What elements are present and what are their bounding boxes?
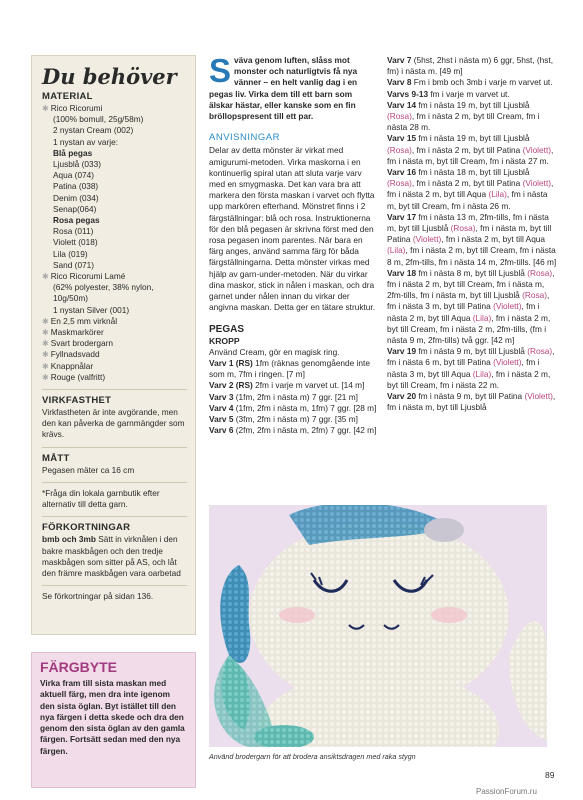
virkfasthet-heading: VIRKFASTHET	[42, 395, 112, 407]
anvisningar-heading: ANVISNINGAR	[209, 132, 280, 144]
abbrev-term: bmb och 3mb	[42, 534, 96, 545]
kropp-intro: Använd Cream, gör en magisk ring.	[209, 346, 340, 357]
material-item: Violett (018)	[53, 237, 98, 248]
material-item: Denim (034)	[53, 192, 99, 203]
intro-paragraph	[209, 52, 377, 122]
bullet-icon: ✱	[42, 339, 49, 349]
sidebar-title: Du behöver	[42, 64, 177, 89]
bullet-icon: ✱	[42, 328, 49, 338]
divider	[42, 447, 187, 448]
material-item: ✱ Fyllnadsvadd	[42, 349, 100, 360]
material-item: ✱ Rouge (valfritt)	[42, 371, 106, 382]
pattern-row: Varv 19 fm i nästa 9 m, byt till Ljusblå (Rosa), fm i nästa 6 m, byt till Patina (Violett), fm i nästa 3 m, byt till Aqua (Lila), fm i nästa 2 m, byt till Cream, fm i nästa 22 m.	[387, 346, 555, 390]
material-item: ✱ Maskmarkörer	[42, 327, 104, 338]
material-item: Patina (038)	[53, 181, 99, 192]
pattern-row: Varvs 9-13 fm i varje m varvet ut.	[387, 88, 510, 99]
pattern-row: Varv 3 (1fm, 2fm i nästa m) 7 ggr. [21 m]	[209, 391, 358, 402]
forkortningar-heading: FÖRKORTNINGAR	[42, 522, 131, 534]
material-item: (62% polyester, 38% nylon,	[53, 282, 154, 293]
abbrev-definition: Sätt in virknålen i den bakre maskbågen och den tredje maskbågen som sitter på AS, och låt den främre maskbågen vara oarbetad	[42, 534, 181, 578]
watermark: PassionForum.ru	[476, 787, 537, 796]
material-item: 10g/50m)	[53, 293, 89, 304]
page-number: 89	[545, 770, 555, 780]
material-item: ✱ Svart brodergarn	[42, 338, 113, 349]
forkortningar-text	[42, 534, 187, 579]
material-item: 1 nystan av varje:	[53, 136, 119, 147]
matt-heading: MÅTT	[42, 452, 70, 464]
material-item: (100% bomull, 25g/58m)	[53, 114, 144, 125]
anvisningar-text: Delar av detta mönster är virkat med amigurumi-metoden. Virka maskorna i en kontinuerlig spiral utan att sluta varje varv med en smygmaska. Det kan vara bra att markera den första maskan i varvet och flytta upp markören efterhand. Mönstret finns i 2 färgställningar: blå och rosa. Instruktionerna för den blå pegasen är skrivna först med den rosa pegasen inom parentes. När bara en färg anges, använd samma färg för båda färgställningarna. Detta mönster virkas med hjälp av garn-under-metoden. När du virkar dina maskor, stick in nålen i maskan, och dra garnet under nålen innan du virkar der angivna maskan. Detta ger en tätare struktur.	[209, 145, 376, 313]
material-item: Rosa pegas	[53, 215, 100, 226]
material-heading: MATERIAL	[42, 91, 93, 102]
abbrev-reference: Se förkortningar på sidan 136.	[42, 591, 154, 602]
material-item: ✱ Rico Ricorumi Lamé	[42, 271, 126, 282]
material-item: Aqua (074)	[53, 170, 95, 181]
kropp-heading: KROPP	[209, 335, 240, 346]
pattern-rows-col2	[387, 55, 557, 414]
divider	[42, 585, 187, 586]
material-item: Lila (019)	[53, 248, 88, 259]
pattern-row: Varv 20 fm i nästa 9 m, byt till Patina (Violett), fm i nästa m, byt till Ljusblå	[387, 391, 556, 413]
material-item: Sand (071)	[53, 259, 95, 270]
pattern-row: Varv 17 fm i nästa 13 m, 2fm-tills, fm i nästa m, byt till Ljusblå (Rosa), fm i nästa m, byt till Patina (Violett), fm i nästa 2 m, byt till Aqua (Lila), fm i nästa 2 m, byt till Cream, fm i nästa 8 m, 2fm-tills, fm i nästa 14 m, 2fm-tills. [46 m]	[387, 211, 557, 267]
material-list	[42, 103, 187, 383]
yarn-note: *Fråga din lokala garnbutik efter alternativ till detta garn.	[42, 487, 160, 510]
pegas-heading: PEGAS	[209, 324, 245, 336]
material-item: ✱ Rico Ricorumi	[42, 103, 103, 113]
material-item: 1 nystan Silver (001)	[53, 304, 130, 315]
fargbyte-text: Virka fram till sista maskan med aktuell färg, men dra inte igenom den sista öglan. Byt istället till den nya färgen i detta skede och dra den genom den sista öglan av den gamla färgen. Fortsätt sedan med den nya färgen.	[40, 678, 185, 756]
material-item: Blå pegas	[53, 147, 93, 158]
bullet-icon: ✱	[42, 372, 49, 382]
matt-text: Pegasen mäter ca 16 cm	[42, 464, 135, 475]
bullet-icon: ✱	[42, 350, 49, 360]
material-item: Ljusblå (033)	[53, 159, 101, 170]
pattern-row: Varv 7 (5hst, 2hst i nästa m) 6 ggr, 5hst, (hst, fm) i nästa m. [49 m]	[387, 55, 554, 77]
virkfasthet-text: Virkfastheten är inte avgörande, men den kan påverka de garnmängder som krävs.	[42, 407, 185, 440]
pattern-row: Varv 14 fm i nästa 19 m, byt till Ljusblå (Rosa), fm i nästa 2 m, byt till Cream, fm i nästa 28 m.	[387, 99, 540, 133]
fargbyte-box	[31, 652, 196, 788]
materials-sidebar	[31, 55, 196, 635]
bullet-icon: ✱	[42, 361, 49, 371]
pegasus-illustration	[209, 505, 547, 747]
material-item: Senap(064)	[53, 203, 97, 214]
pattern-row: Varv 1 (RS) 1fm (räknas genomgående inte som m, 7fm i ringen. [7 m]	[209, 358, 370, 380]
pattern-row: Varv 6 (2fm, 2fm i nästa m, 2fm) 7 ggr. [42 m]	[209, 425, 377, 436]
pattern-row: Varv 5 (3fm, 2fm i nästa m) 7 ggr. [35 m]	[209, 414, 358, 425]
divider	[42, 482, 187, 483]
pattern-row: Varv 2 (RS) 2fm i varje m varvet ut. [14 m]	[209, 380, 365, 391]
pattern-row: Varv 16 fm i nästa 18 m, byt till Ljusblå (Rosa), fm i nästa 2 m, byt till Patina (Violett), fm i nästa 2 m, byt till Aqua (Lila), fm i nästa m, byt till Cream, fm i nästa 26 m.	[387, 167, 554, 211]
pegasus-photo	[209, 505, 547, 747]
divider	[42, 389, 187, 390]
material-item: Rosa (011)	[53, 226, 94, 237]
drop-cap: S	[209, 52, 232, 89]
material-item: ✱ Knappnålar	[42, 360, 94, 371]
intro-text: väva genom luften, slåss mot monster och naturligtvis få nya vänner – en helt vanlig dag i en pegas liv. Virka dem till ett barn som älskar hästar, eller kanske som en fin bröllopspresent till ett par.	[209, 55, 358, 122]
material-item: ✱ En 2,5 mm virknål	[42, 315, 118, 326]
material-item: 2 nystan Cream (002)	[53, 125, 134, 136]
pattern-row: Varv 8 Fm i bmb och 3mb i varje m varvet ut.	[387, 77, 553, 88]
divider	[42, 516, 187, 517]
pattern-row: Varv 18 fm i nästa 8 m, byt till Ljusblå (Rosa), fm i nästa 2 m, byt till Cream, fm i nästa m, 2fm-tills, fm i nästa m, byt till Ljusblå (Rosa), fm i nästa 3 m, byt till Patina (Violett), fm i nästa 2 m, byt till Aqua (Lila), fm i nästa 2 m, byt till Cream, fm i nästa 2 m, 2fm-tills, (fm i nästa 9 m, 2fm-tills) två ggr. [42 m]	[387, 267, 555, 346]
article-column-1	[209, 52, 377, 437]
pattern-row: Varv 4 (1fm, 2fm i nästa m, 1fm) 7 ggr. [28 m]	[209, 402, 377, 413]
bullet-icon: ✱	[42, 272, 49, 282]
pattern-row: Varv 15 fm i nästa 19 m, byt till Ljusblå (Rosa), fm i nästa 2 m, byt till Patina (Violett), fm i nästa m, byt till Cream, fm i nästa 27 m.	[387, 133, 554, 166]
pattern-rows-col1	[209, 358, 377, 436]
bullet-icon: ✱	[42, 316, 49, 326]
photo-caption: Använd brodergarn för att brodera ansiktsdragen med raka stygn	[209, 752, 416, 761]
fargbyte-title: FÄRGBYTE	[40, 659, 117, 675]
bullet-icon: ✱	[42, 104, 49, 113]
